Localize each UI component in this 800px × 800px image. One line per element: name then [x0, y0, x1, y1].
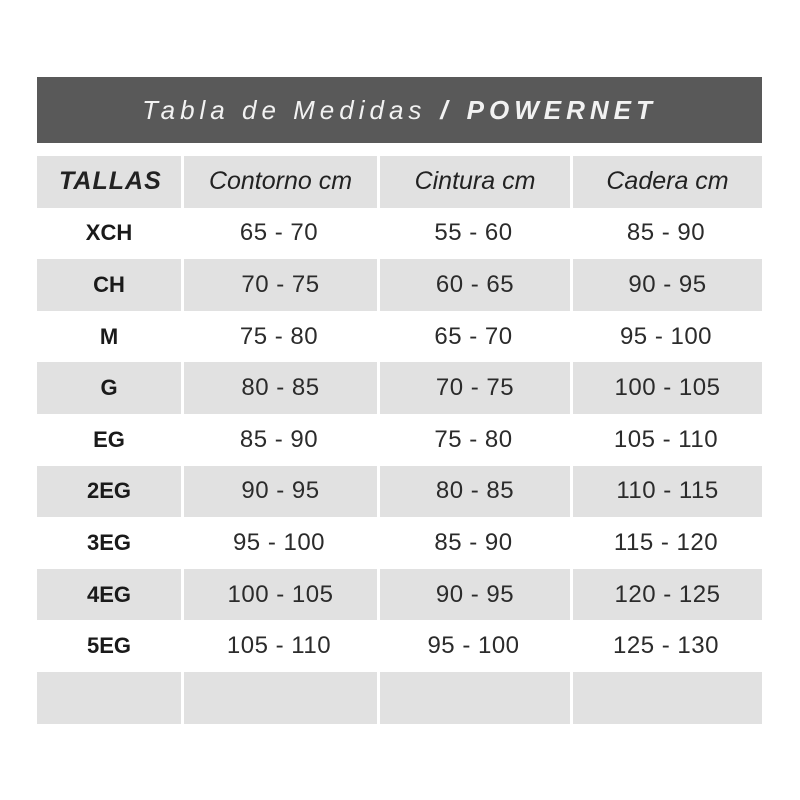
contorno-cell: [181, 672, 377, 724]
size-cell: 5EG: [86, 633, 132, 659]
contorno-cell: 70 - 75: [181, 259, 377, 311]
size-cell: G: [37, 362, 181, 414]
header-cintura: Cintura cm: [377, 156, 570, 208]
cadera-cell: 85 - 90: [626, 219, 706, 247]
title-separator: /: [440, 94, 453, 125]
cadera-cell: [570, 672, 762, 724]
contorno-cell: 75 - 80: [239, 322, 319, 350]
size-cell: XCH: [85, 220, 133, 246]
contorno-cell: 90 - 95: [181, 466, 377, 518]
table-body: [37, 208, 762, 724]
cadera-cell: 105 - 110: [613, 425, 719, 453]
title-banner: [37, 77, 762, 143]
cintura-cell: 80 - 85: [377, 466, 570, 518]
size-cell: 4EG: [37, 569, 181, 621]
cintura-cell: 55 - 60: [434, 219, 513, 247]
cintura-cell: 75 - 80: [434, 425, 513, 453]
title-left: Tabla de Medidas: [142, 94, 427, 125]
table-row: [37, 311, 762, 363]
cadera-cell: 115 - 120: [613, 528, 719, 556]
cintura-cell: 60 - 65: [377, 259, 570, 311]
contorno-cell: 105 - 110: [226, 632, 332, 660]
cintura-cell: 85 - 90: [434, 528, 513, 556]
contorno-cell: 65 - 70: [239, 219, 319, 247]
size-cell: [37, 672, 181, 724]
size-chart: [37, 77, 762, 724]
table-row: [37, 466, 762, 518]
cadera-cell: 95 - 100: [619, 322, 713, 350]
table-row: [37, 517, 762, 569]
header-contorno: Contorno cm: [181, 156, 377, 208]
size-table: [37, 156, 762, 724]
table-row: [37, 672, 762, 724]
header-tallas: TALLAS: [37, 156, 181, 208]
cintura-cell: 70 - 75: [377, 362, 570, 414]
table-header-row: [37, 156, 762, 208]
size-cell: CH: [37, 259, 181, 311]
cintura-cell: [377, 672, 570, 724]
contorno-cell: 95 - 100: [232, 528, 326, 556]
contorno-cell: 85 - 90: [239, 425, 319, 453]
contorno-cell: 100 - 105: [181, 569, 377, 621]
size-cell: 3EG: [86, 529, 132, 555]
cintura-cell: 90 - 95: [377, 569, 570, 621]
header-cadera: Cadera cm: [570, 156, 762, 208]
cintura-cell: 65 - 70: [434, 322, 513, 350]
cintura-cell: 95 - 100: [427, 632, 520, 660]
cadera-cell: 90 - 95: [570, 259, 762, 311]
table-row: [37, 208, 762, 260]
cadera-cell: 120 - 125: [570, 569, 762, 621]
cadera-cell: 110 - 115: [570, 466, 762, 518]
title-right: POWERNET: [466, 94, 657, 125]
size-cell: 2EG: [37, 466, 181, 518]
cadera-cell: 100 - 105: [570, 362, 762, 414]
table-row: [37, 414, 762, 466]
size-cell: M: [99, 323, 119, 349]
cadera-cell: 125 - 130: [613, 632, 719, 660]
size-cell: EG: [93, 426, 125, 452]
table-row: [37, 569, 762, 621]
table-row: [37, 259, 762, 311]
table-row: [37, 620, 762, 672]
table-row: [37, 362, 762, 414]
contorno-cell: 80 - 85: [181, 362, 377, 414]
